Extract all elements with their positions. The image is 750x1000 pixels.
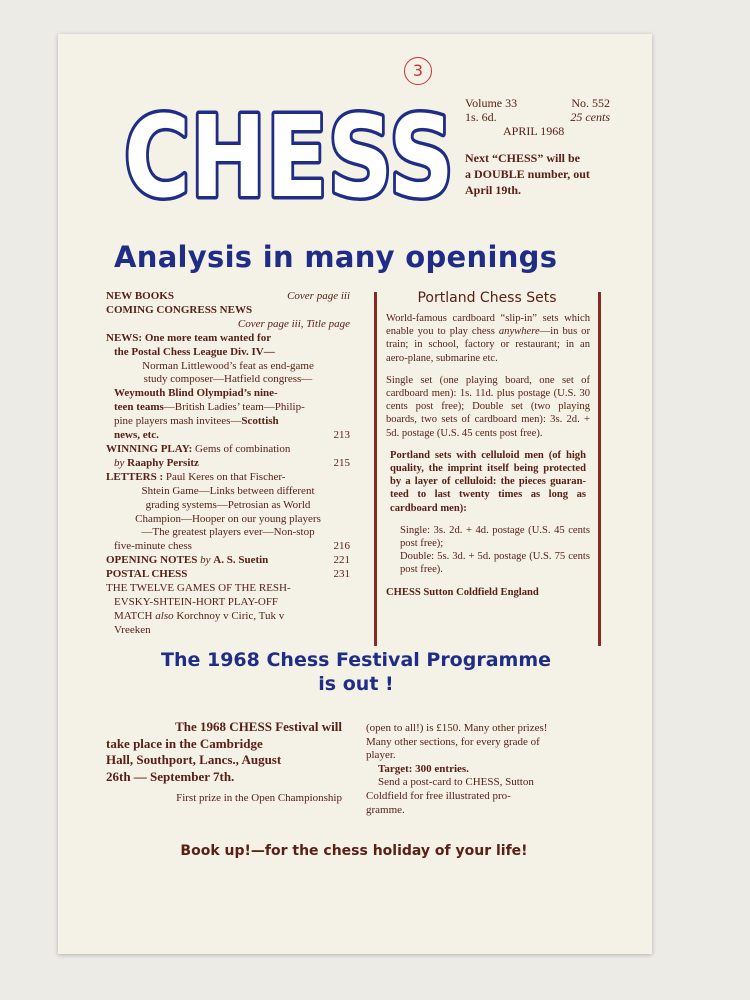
contents-coming-congress: COMING CONGRESS NEWS bbox=[106, 303, 253, 316]
page-ref: 216 bbox=[333, 540, 350, 553]
twelve-games-line: THE TWELVE GAMES OF THE RESH- bbox=[106, 582, 291, 595]
portland-ad bbox=[386, 312, 590, 599]
news-line: teen teams bbox=[114, 401, 164, 414]
portland-single: Single: 3s. 2d. + 4d. postage (U.S. 45 cents post free); bbox=[400, 524, 590, 550]
by-label: by bbox=[114, 456, 125, 469]
festival-line: Hall, Southport, Lancs., August bbox=[106, 752, 282, 768]
news-line: the Postal Chess League Div. IV— bbox=[114, 345, 275, 358]
opening-author: A. S. Suetin bbox=[213, 554, 269, 567]
twelve-games-line: Korchnoy v Ciric, Tuk v bbox=[176, 609, 285, 622]
news-line: pine players mash invitees— bbox=[114, 415, 242, 428]
masthead-title: CHESS bbox=[124, 93, 454, 218]
festival-line: First prize in the Open Championship bbox=[176, 792, 342, 805]
news-line: Weymouth Blind Olympiad’s nine- bbox=[114, 387, 278, 400]
festival-title-line: The 1968 Chess Festival Programme bbox=[160, 649, 552, 671]
page-ref: 231 bbox=[333, 568, 350, 581]
page-ref: 213 bbox=[333, 429, 350, 442]
volume: Volume 33 bbox=[465, 96, 518, 110]
page-ref: 215 bbox=[333, 456, 350, 469]
next-line: April 19th. bbox=[465, 183, 522, 197]
letters-line: Paul Keres on that Fischer- bbox=[165, 470, 286, 483]
festival-title bbox=[120, 648, 592, 696]
festival-line: (open to all!) is £150. Many other prizes! bbox=[366, 722, 548, 734]
letters-line: Shtein Game—Links between different bbox=[141, 484, 315, 497]
letters-line: five-minute chess bbox=[114, 540, 192, 553]
next-line: a DOUBLE number, out bbox=[465, 167, 590, 181]
price-uk: 1s. 6d. bbox=[465, 110, 497, 124]
box-rule-right bbox=[598, 292, 601, 646]
letters-line: —The greatest players ever—Non-stop bbox=[141, 526, 315, 539]
portland-title: Portland Chess Sets bbox=[417, 290, 557, 306]
news-line: Scottish bbox=[241, 415, 279, 428]
twelve-games-line: EVSKY-SHTEIN-HORT PLAY-OFF bbox=[114, 595, 279, 608]
winning-author: Raaphy Persitz bbox=[127, 456, 199, 469]
festival-line: Send a post-card to CHESS, Sutton bbox=[378, 776, 534, 789]
festival-line: Many other sections, for every grade of bbox=[366, 735, 540, 748]
festival-line: The 1968 CHESS Festival will bbox=[175, 719, 342, 734]
contents-postal-chess: POSTAL CHESS bbox=[106, 568, 188, 581]
twelve-games-line: Vreeken bbox=[114, 623, 151, 636]
box-rule-left bbox=[374, 292, 377, 646]
festival-line: take place in the Cambridge bbox=[106, 735, 263, 751]
next-line: Next “CHESS” will be bbox=[465, 151, 581, 165]
page-ref: Cover page iii bbox=[287, 290, 350, 302]
price-us: 25 cents bbox=[570, 110, 610, 124]
handwritten-number-stamp: 3 bbox=[404, 57, 432, 85]
next-issue-note bbox=[465, 150, 615, 198]
contents-letters: LETTERS : bbox=[106, 470, 164, 483]
portland-text: Single set (one playing board, one set of cardboard men): 1s. 11d. plus postage (U.S. 30 cents post free); Double set (two playing boards, two sets of cardboard men): 3s. 2d. + 5d. postage (U.S. 45 cents post free). bbox=[386, 374, 590, 439]
contents-new-books: NEW BOOKS bbox=[106, 290, 174, 302]
contents-winning-play: WINNING PLAY: bbox=[106, 442, 193, 455]
contents-opening-notes: OPENING NOTES bbox=[106, 554, 198, 567]
festival-target: Target: 300 entries. bbox=[378, 762, 469, 775]
news-line: study composer—Hatfield congress— bbox=[143, 373, 313, 386]
letters-line: Champion—Hooper on our young players bbox=[135, 512, 321, 525]
chess-masthead-logo bbox=[120, 78, 460, 218]
festival-line: player. bbox=[366, 749, 396, 762]
news-line: One more team wanted for bbox=[144, 331, 272, 344]
news-line: —British Ladies’ team—Philip- bbox=[163, 401, 305, 414]
festival-line: gramme. bbox=[366, 803, 405, 816]
contents-list bbox=[106, 290, 350, 638]
book-up-tagline: Book up!—for the chess holiday of your life! bbox=[180, 843, 528, 859]
portland-text: World-famous cardboard “slip-in” sets which enable you to play chess bbox=[386, 313, 590, 338]
festival-left-column bbox=[106, 719, 342, 805]
festival-line: 26th — September 7th. bbox=[106, 768, 235, 784]
portland-text: —in bus or train; in school, factory or restaurant; in an aero-plane, submarine etc. bbox=[386, 326, 590, 364]
issue-number: No. 552 bbox=[571, 96, 610, 110]
portland-double: Double: 5s. 3d. + 5d. postage (U.S. 75 cents post free). bbox=[400, 551, 590, 576]
issue-date: APRIL 1968 bbox=[503, 124, 565, 138]
twelve-games-line: MATCH bbox=[114, 609, 153, 622]
festival-line: Coldfield for free illustrated pro- bbox=[366, 789, 511, 802]
festival-title-line: is out ! bbox=[318, 673, 394, 695]
page-ref: 221 bbox=[333, 554, 350, 567]
twelve-games-line: also bbox=[155, 609, 174, 622]
winning-text: Gems of combination bbox=[195, 442, 291, 455]
portland-text: Portland sets with celluloid men (of high quality, the imprint itself being protected by a layer of celluloid: the pieces guaran-teed to last twenty times as long as cardboard men): bbox=[390, 449, 586, 514]
letters-line: grading systems—Petrosian as World bbox=[145, 498, 311, 511]
festival-right-column bbox=[366, 722, 602, 817]
page-ref: Cover page iii, Title page bbox=[237, 317, 350, 330]
news-line: Norman Littlewood’s feat as end-game bbox=[142, 359, 314, 372]
contents-news: NEWS: bbox=[106, 331, 143, 344]
portland-address: CHESS Sutton Coldfield England bbox=[386, 586, 539, 598]
headline: Analysis in many openings bbox=[114, 240, 558, 274]
by-label: by bbox=[200, 554, 211, 567]
portland-text: anywhere bbox=[498, 326, 540, 338]
issue-info bbox=[465, 96, 610, 138]
news-line: news, etc. bbox=[114, 429, 159, 442]
